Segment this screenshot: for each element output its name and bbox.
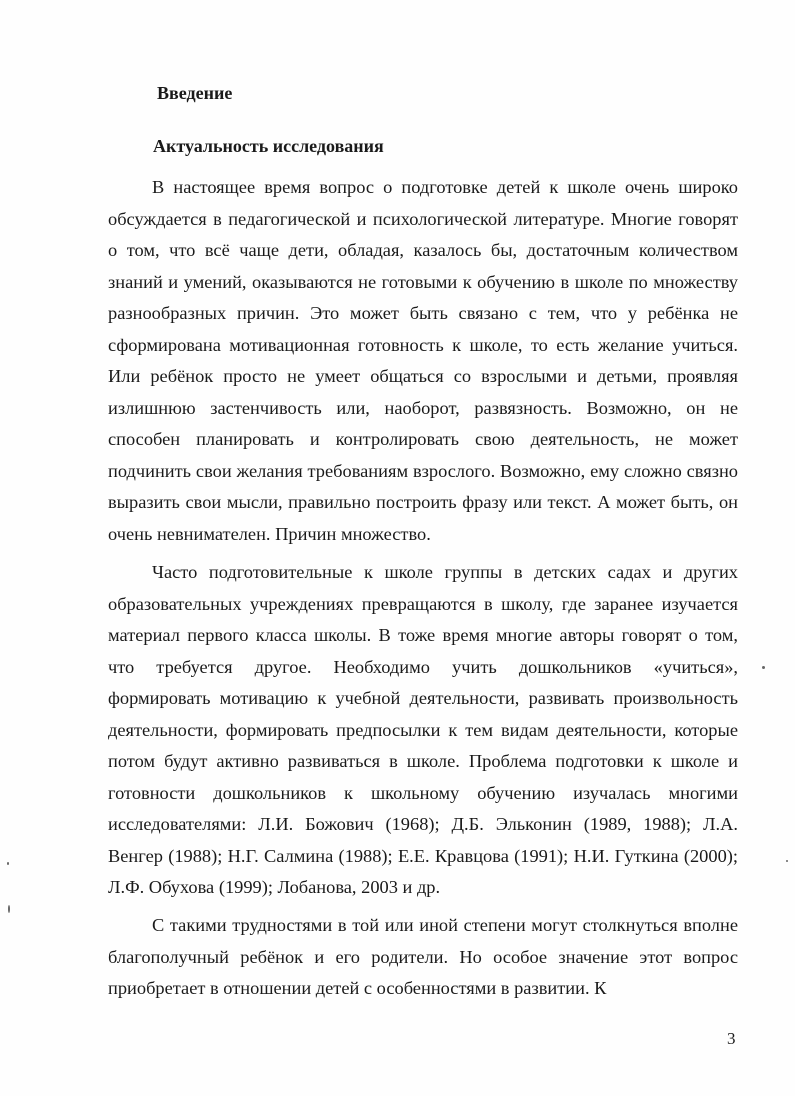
- scan-speck: [762, 666, 765, 669]
- scan-speck: [7, 862, 9, 865]
- scan-speck: [786, 860, 788, 862]
- paragraph-3: С такими трудностями в той или иной степени могут столкнуться вполне благополучный ребёнок и его родители. Но особое значение этот вопрос приобретает в отношении детей с особенностями в развитии. К: [108, 915, 738, 998]
- paragraph-1: В настоящее время вопрос о подготовке детей к школе очень широко обсуждается в педагогической и психологической литературе. Многие говорят о том, что всё чаще дети, обладая, казалось бы, достаточным количеством знаний и умений, оказываются не готовыми к обучению в школе по множеству разнообразных причин. Это может быть связано с тем, что у ребёнка не сформирована мотивационная готовность к школе, то есть желание учиться. Или ребёнок просто не умеет общаться со взрослыми и детьми, проявляя излишнюю застенчивость или, наоборот, развязность. Возможно, он не способен планировать и контролировать свою деятельность, не может подчинить свои желания требованиям взрослого. Возможно, ему сложно связно выразить свои мысли, правильно построить фразу или текст. А может быть, он очень невнимателен. Причин множество.: [108, 177, 738, 544]
- section-heading: Введение: [157, 83, 233, 103]
- page-number: 3: [727, 1029, 736, 1048]
- paragraph-2: Часто подготовительные к школе группы в детских садах и других образовательных учреждениях превращаются в школу, где заранее изучается материал первого класса школы. В тоже время многие авторы говорят о том, что требуется другое. Необходимо учить дошкольников «учиться», формировать мотивацию к учебной деятельности, развивать произвольность деятельности, формировать предпосылки к тем видам деятельности, которые потом будут активно развиваться в школе. Проблема подготовки к школе и готовности дошкольников к школьному обучению изучалась многими исследователями: Л.И. Божович (1968); Д.Б. Эльконин (1989, 1988); Л.А. Венгер (1988); Н.Г. Салмина (1988); Е.Е. Кравцова (1991); Н.И. Гуткина (2000); Л.Ф. Обухова (1999); Лобанова, 2003 и др.: [108, 562, 738, 897]
- scan-speck: [8, 905, 10, 913]
- subsection-heading: Актуальность исследования: [153, 136, 384, 156]
